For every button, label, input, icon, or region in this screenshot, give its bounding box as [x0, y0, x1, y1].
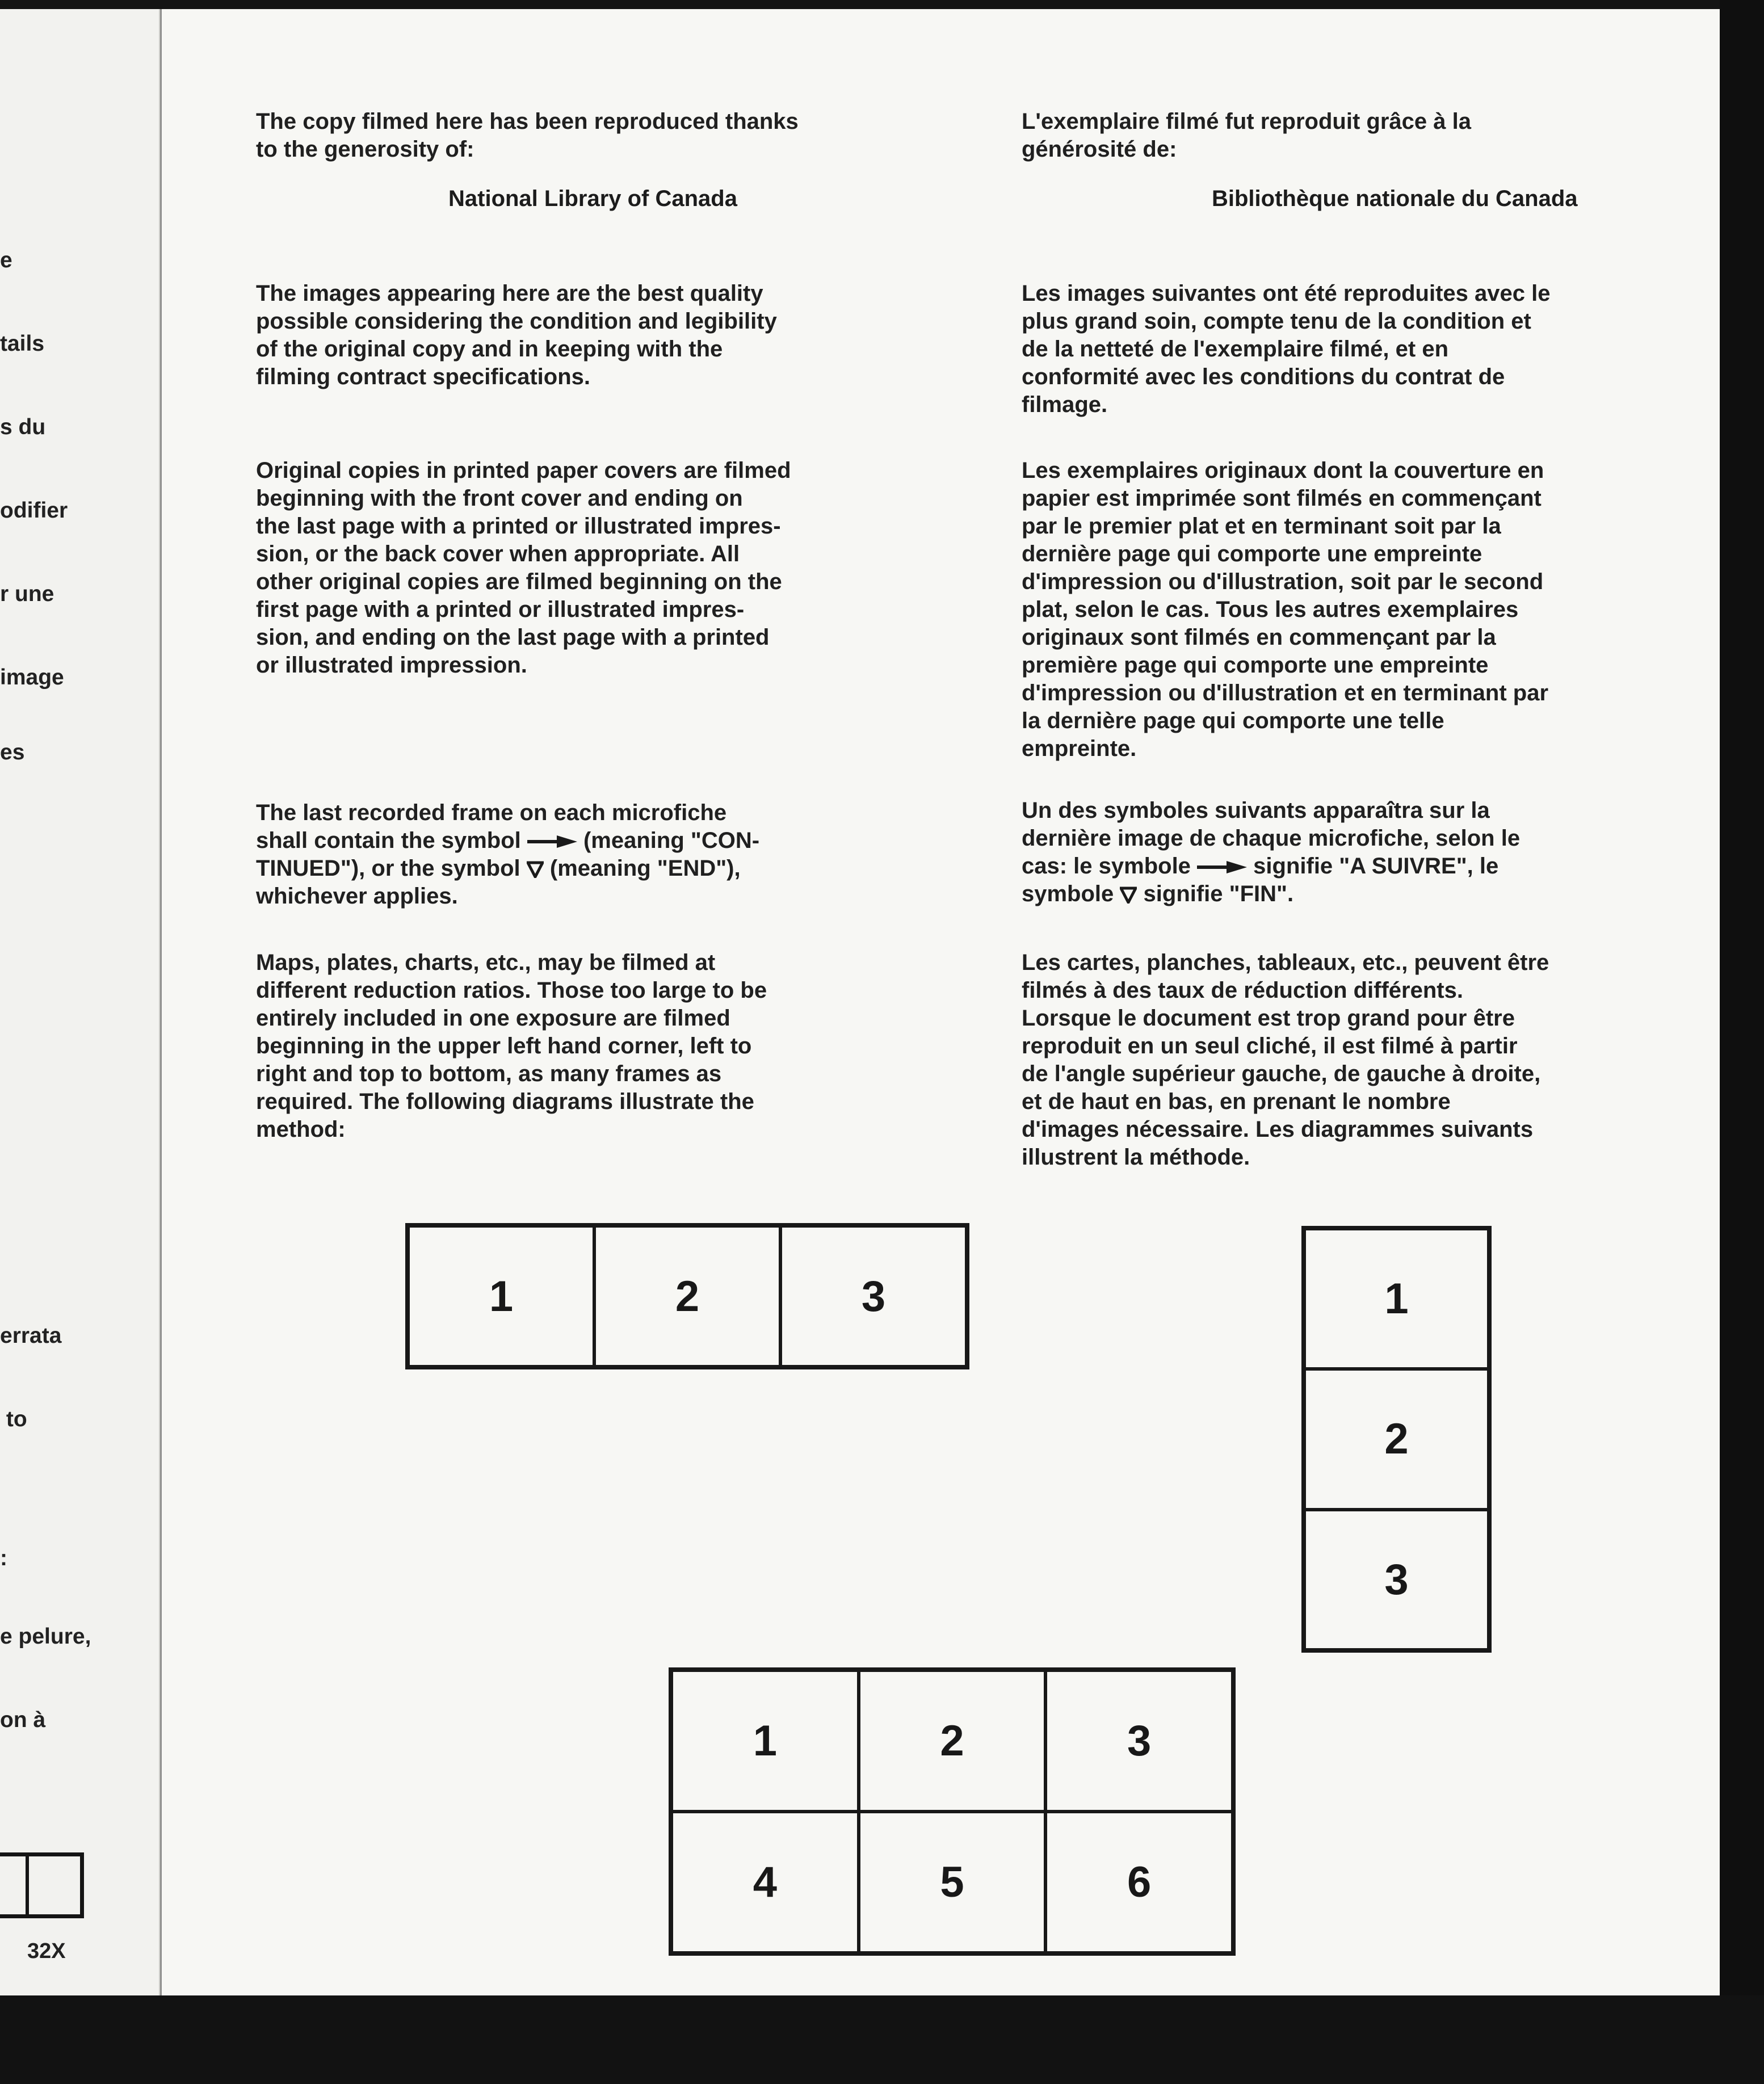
margin-line: es: [0, 740, 25, 764]
film-edge: [1720, 0, 1764, 2084]
text-line: TINUED"), or the symbol: [256, 856, 527, 881]
maps-paragraph: Maps, plates, charts, etc., may be filmed at different reduction ratios. Those too large to be entirely included in one exposure are filmed beginning in the upper left hand corner, left to right and top to bottom, as many frames as required. The following diagrams illustrate the method:: [256, 950, 767, 1142]
scan-line: [160, 9, 162, 1995]
vertical-frames-diagram: [1301, 1226, 1492, 1653]
film-bottom-edge: [0, 1995, 1764, 2084]
frame-cell: 3: [1304, 1510, 1489, 1650]
frame-cell: 1: [1304, 1229, 1489, 1369]
text-line: shall contain the symbol: [256, 828, 527, 853]
margin-line: e: [0, 248, 12, 272]
arrow-right-icon: [1197, 860, 1247, 875]
text-line: signifie "FIN".: [1137, 881, 1294, 906]
frame-cell: 1: [671, 1670, 859, 1812]
margin-line: image: [0, 665, 64, 690]
margin-line: errata: [0, 1323, 62, 1348]
frame-cell: 3: [780, 1226, 967, 1367]
credit-intro: L'exemplaire filmé fut reproduit grâce à la générosité de:: [1022, 109, 1471, 162]
text-line: The last recorded frame on each microfiche: [256, 800, 727, 825]
arrow-right-icon: [527, 834, 577, 849]
text-line: symbole: [1022, 881, 1120, 906]
symbol-paragraph: [256, 799, 971, 910]
text-line: Un des symboles suivants apparaîtra sur la: [1022, 798, 1490, 823]
text-line: (meaning "CON-: [577, 828, 760, 853]
quality-paragraph: Les images suivantes ont été reproduites avec le plus grand soin, compte tenu de la condition et de la netteté de l'exemplaire filmé, et en conformité avec les conditions du contrat de filmage.: [1022, 281, 1551, 417]
margin-line: tails: [0, 331, 45, 356]
text-line: whichever applies.: [256, 884, 458, 909]
text-line: (meaning "END"),: [543, 856, 741, 881]
margin-line: [0, 1489, 91, 1494]
text-line: dernière image de chaque microfiche, selon le: [1022, 826, 1521, 851]
margin-line: s du: [0, 415, 46, 439]
down-triangle-icon: [527, 861, 544, 878]
french-column: [1022, 108, 1646, 163]
grid-frames-diagram: [669, 1667, 1236, 1956]
institution-name: Bibliothèque nationale du Canada: [1212, 186, 1578, 211]
margin-line: to: [0, 1407, 27, 1431]
horizontal-frames-diagram: [405, 1223, 969, 1369]
order-paragraph: Original copies in printed paper covers are filmed beginning with the front cover and ending on the last page with a printed or illustrated impres- sion, or the back cover when appropriate. All other original copies are filmed beginning on the first page with a printed or illustrated impres- sion, and ending on the last page with a printed or illustrated impression.: [256, 458, 791, 678]
resolution-target-box: [0, 1852, 84, 1918]
frame-cell: 2: [1304, 1369, 1489, 1509]
frame-cell: 2: [594, 1226, 780, 1367]
margin-line: r une: [0, 582, 54, 606]
reduction-label: 32X: [27, 1939, 66, 1963]
english-column: [256, 108, 971, 163]
frame-cell: 3: [1045, 1670, 1233, 1812]
margin-line: :: [0, 1546, 7, 1570]
credit-intro: The copy filmed here has been reproduced thanks to the generosity of:: [256, 109, 799, 162]
margin-line: e pelure,: [0, 1624, 91, 1649]
previous-page-strip: [0, 9, 160, 1995]
frame-cell: 4: [671, 1812, 859, 1953]
text-line: signifie "A SUIVRE", le: [1247, 854, 1499, 879]
margin-line: odifier: [0, 498, 68, 523]
margin-line: on à: [0, 1708, 46, 1732]
symbol-paragraph: [1022, 797, 1646, 908]
maps-paragraph: Les cartes, planches, tableaux, etc., peuvent être filmés à des taux de réduction différents. Lorsque le document est trop grand pour être reproduit en un seul cliché, il est filmé à partir de l'angle supérieur gauche, de gauche à droite, et de haut en bas, en prenant le nombre d'images nécessaire. Les diagrammes suivants illustrent la méthode.: [1022, 950, 1549, 1170]
frame-cell: 6: [1045, 1812, 1233, 1953]
frame-cell: 1: [408, 1226, 594, 1367]
frame-cell: 5: [859, 1812, 1046, 1953]
down-triangle-icon: [1120, 886, 1137, 904]
text-line: cas: le symbole: [1022, 854, 1198, 879]
frame-cell: 2: [859, 1670, 1046, 1812]
institution-name: National Library of Canada: [448, 186, 737, 211]
order-paragraph: Les exemplaires originaux dont la couverture en papier est imprimée sont filmés en commençant par le premier plat et en terminant soit par la dernière page qui comporte une empreinte d'impression ou d'illustration, soit par le second plat, selon le cas. Tous les autres exemplaires originaux sont filmés en commençant par la première page qui comporte une empreinte d'impression ou d'illustration et en terminant par la dernière page qui comporte une telle empreinte.: [1022, 458, 1549, 761]
quality-paragraph: The images appearing here are the best quality possible considering the condition and legibility of the original copy and in keeping with the filming contract specifications.: [256, 281, 777, 389]
